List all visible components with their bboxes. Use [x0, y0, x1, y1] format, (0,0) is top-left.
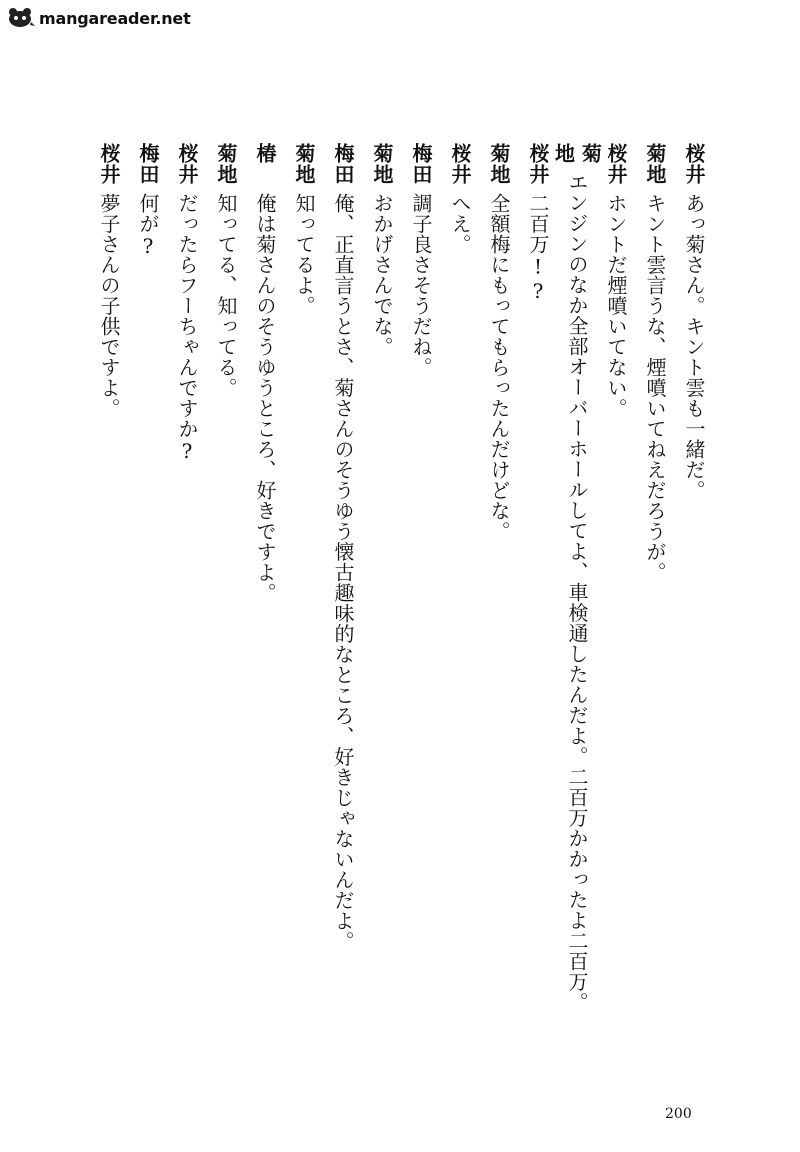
dialogue-text: ホントだ煙噴いてない。 [604, 193, 628, 419]
dialogue-text: キント雲言うな、煙噴いてねえだろうが。 [643, 193, 667, 583]
dialogue-text: おかげさんでな。 [370, 193, 394, 357]
speaker-name: 梅田 [409, 143, 433, 185]
speaker-name: 菊地 [292, 143, 316, 185]
dialogue-text: エンジンのなか全部オーバーホールしてよ、車検通したんだよ。二百万かかったよ二百万。 [565, 172, 589, 1013]
speaker-name: 桜井 [448, 143, 472, 185]
dialogue-text: へえ。 [448, 193, 472, 255]
dialogue-line [485, 143, 512, 1003]
dialogue-line [407, 143, 434, 1003]
mangareader-logo-icon [6, 6, 36, 30]
dialogue-line [251, 143, 278, 1003]
dialogue-line [368, 143, 395, 1003]
dialogue-text: だったらフーちゃんですか? [175, 193, 199, 464]
speaker-name: 菊地 [551, 143, 603, 164]
watermark [6, 6, 191, 30]
dialogue-line [329, 143, 356, 1003]
dialogue-line [602, 143, 629, 1003]
speaker-name: 菊地 [370, 143, 394, 185]
script-text [87, 143, 707, 1013]
dialogue-text: 俺は菊さんのそうゆうところ、好きですよ。 [253, 193, 277, 603]
dialogue-line [134, 143, 161, 1003]
dialogue-text: 夢子さんの子供ですよ。 [97, 193, 121, 419]
watermark-text: mangareader.net [39, 8, 191, 28]
dialogue-line [290, 143, 317, 1003]
dialogue-line [551, 143, 603, 1013]
speaker-name: 桜井 [604, 143, 628, 185]
speaker-name: 桜井 [97, 143, 121, 185]
speaker-name: 梅田 [136, 143, 160, 185]
page-number: 200 [665, 1106, 692, 1122]
dialogue-text: 二百万!? [526, 193, 550, 304]
dialogue-line [173, 143, 200, 1003]
speaker-name: 椿 [253, 143, 277, 164]
speaker-name: 菊地 [214, 143, 238, 185]
speaker-name: 菊地 [643, 143, 667, 185]
dialogue-line [212, 143, 239, 1003]
dialogue-text: 全額梅にもってもらったんだけどな。 [487, 193, 511, 542]
dialogue-line [680, 143, 707, 1003]
dialogue-text: 調子良さそうだね。 [409, 193, 433, 378]
dialogue-line [641, 143, 668, 1003]
speaker-name: 梅田 [331, 143, 355, 185]
speaker-name: 菊地 [487, 143, 511, 185]
speaker-name: 桜井 [526, 143, 550, 185]
dialogue-text: 知ってるよ。 [292, 193, 316, 316]
dialogue-line [95, 143, 122, 1003]
dialogue-line [524, 143, 551, 1003]
dialogue-text: 俺、正直言うとさ、菊さんのそうゆう懐古趣味的なところ、好きじゃないんだよ。 [331, 193, 355, 952]
speaker-name: 桜井 [175, 143, 199, 185]
dialogue-line [446, 143, 473, 1003]
dialogue-text: 知ってる、知ってる。 [214, 193, 238, 398]
speaker-name: 桜井 [682, 143, 706, 185]
dialogue-text: 何が? [136, 193, 160, 259]
dialogue-text: あっ菊さん。キント雲も一緒だ。 [682, 193, 706, 501]
